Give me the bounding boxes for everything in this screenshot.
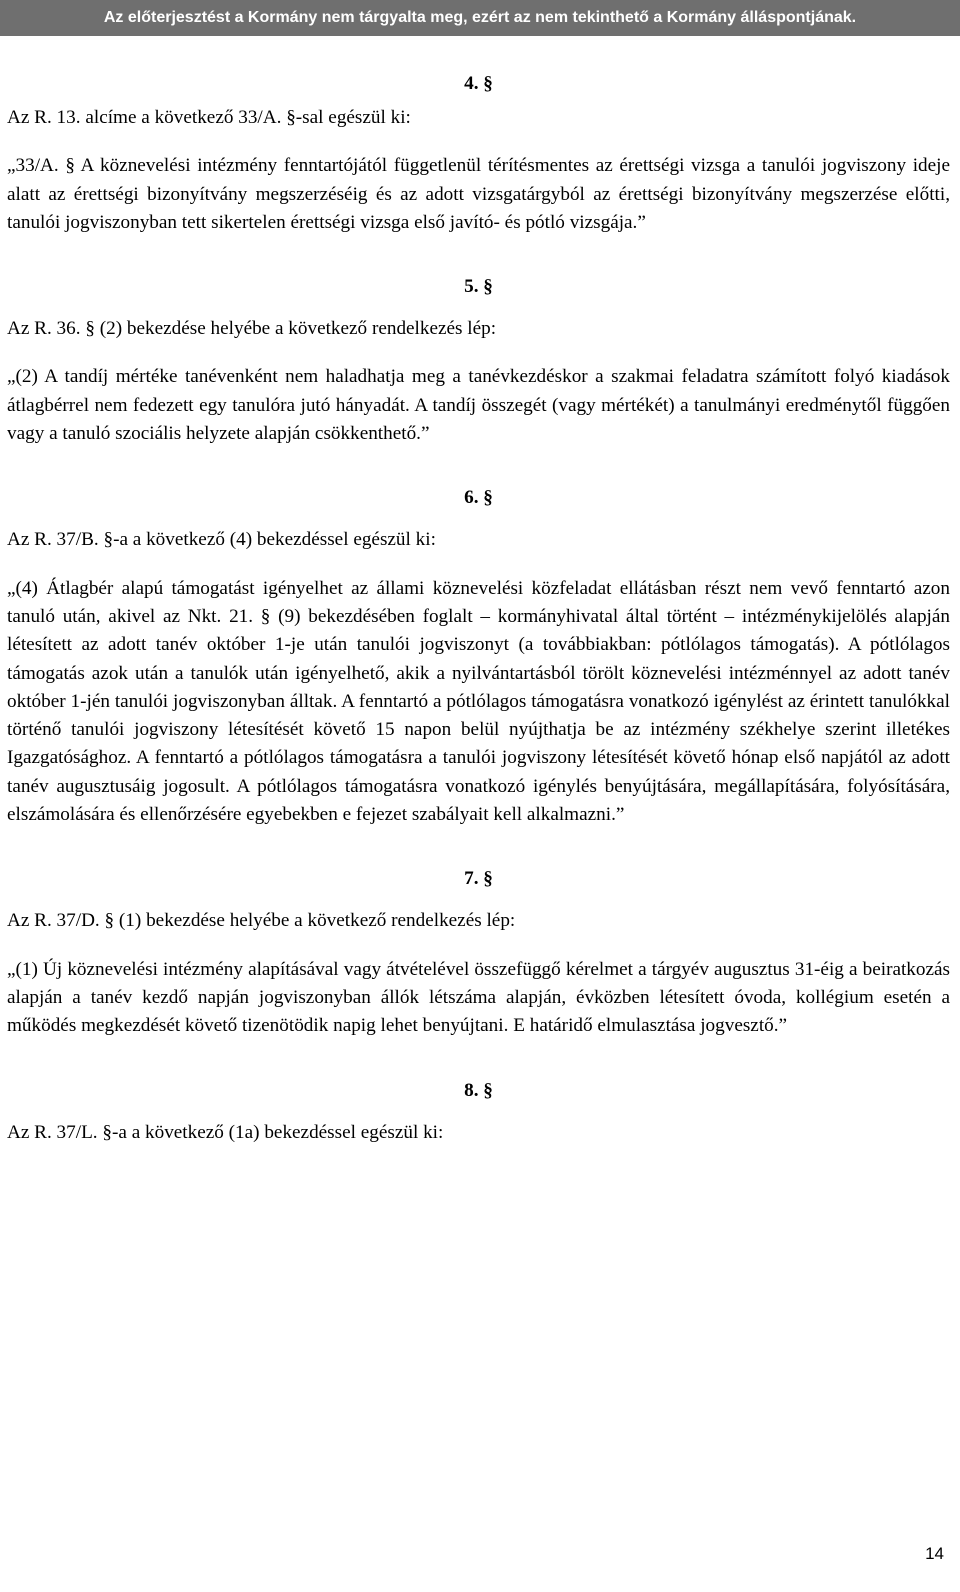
section-heading-7: 7. §	[464, 868, 493, 890]
disclaimer-header: Az előterjesztést a Kormány nem tárgyalta meg, ezért az nem tekinthető a Kormány álláspontjának.	[0, 0, 960, 36]
section-body-7: „(1) Új köznevelési intézmény alapításával vagy átvételével összefüggő kérelmet a tárgyév augusztus 31-éig a beiratkozás alapján a tanév kezdő napján jogviszonyban állók létszáma alapján, évközben létesített óvoda, kollégium esetén a működés megkezdését követő tizenötödik napig lehet benyújtani. E határidő elmulasztása jogvesztő.”	[7, 958, 950, 1037]
section-heading-6: 6. §	[464, 487, 493, 509]
page-number: 14	[925, 1544, 944, 1563]
section-intro-5: Az R. 36. § (2) bekezdése helyébe a következő rendelkezés lép:	[7, 318, 497, 340]
section-body-5: „(2) A tandíj mértéke tanévenként nem haladhatja meg a tanévkezdéskor a szakmai feladatra számított folyó kiadások átlagbérrel nem fedezett egy tanulóra jutó hányadát. A tandíj összegét (vagy mértékét) a tanulmányi eredménytől függően vagy a tanuló szociális helyzete alapján csökkenthető.”	[7, 366, 950, 445]
document-body	[7, 70, 950, 1147]
section-intro-8: Az R. 37/L. §-a a következő (1a) bekezdéssel egészül ki:	[7, 1121, 444, 1143]
section-heading-8: 8. §	[464, 1079, 493, 1101]
section-heading-4: 4. §	[464, 73, 493, 94]
section-body-4: „33/A. § A köznevelési intézmény fenntartójától függetlenül térítésmentes az érettségi vizsga a tanulói jogviszony ideje alatt az érettségi bizonyítvány megszerzéséig és az adott vizsgatárgyból az érettségi bizonyítvány megszerzése előtti, tanulói jogviszonyban tett sikertelen érettségi vizsga első javító- és pótló vizsgája.”	[7, 155, 950, 233]
section-intro-6: Az R. 37/B. §-a a következő (4) bekezdéssel egészül ki:	[7, 529, 436, 551]
section-heading-5: 5. §	[464, 276, 493, 298]
section-intro-7: Az R. 37/D. § (1) bekezdése helyébe a következő rendelkezés lép:	[7, 910, 516, 932]
section-intro-4: Az R. 13. alcíme a következő 33/A. §-sal egészül ki:	[7, 107, 411, 128]
section-body-6: „(4) Átlagbér alapú támogatást igényelhet az állami köznevelési közfeladat ellátásban részt nem vevő fenntartó azon tanuló után, akivel az Nkt. 21. § (9) bekezdésében foglalt – kormányhivatal által történt – intézménykijelölés alapján létesített az adott tanév október 1-je után tanulói jogviszonyt (a továbbiakban: pótlólagos támogatás). A pótlólagos támogatás azok után a tanulók után igényelhető, akik a nyilvántartásból törölt köznevelési intézménnyel az adott tanév október 1-jén tanulói jogviszonyban álltak. A fenntartó a pótlólagos támogatásra vonatkozó igénylést az érintett tanulókkal történő tanulói jogviszony létesítését követő 15 napon belül nyújthatja be az intézmény székhelye szerint illetékes Igazgatósághoz. A fenntartó a pótlólagos támogatásra a tanulói jogviszony létesítését követő hónap első napjától az adott tanév augusztusáig jogosult. A pótlólagos támogatásra vonatkozó igénylés benyújtására, megállapítására, folyósítására, elszámolására és ellenőrzésére egyebekben e fejezet szabályait kell alkalmazni.”	[7, 577, 950, 826]
